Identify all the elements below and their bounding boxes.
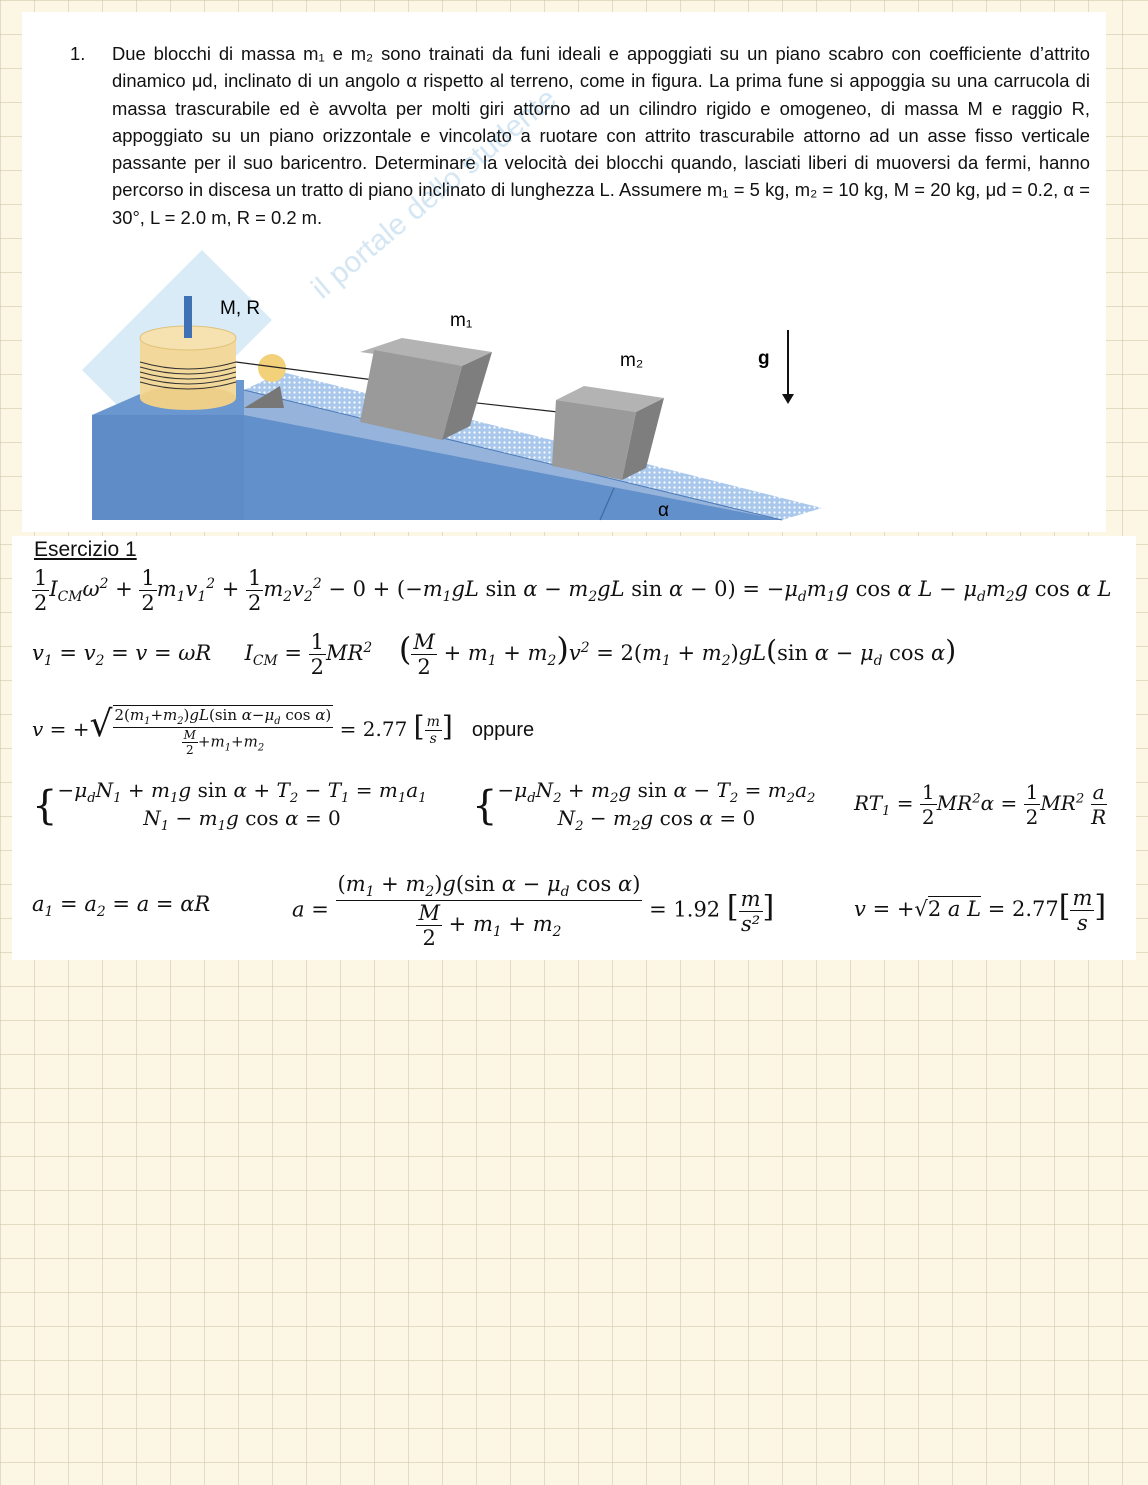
label-g: g bbox=[758, 348, 770, 369]
velocity-result: 2.77 bbox=[362, 717, 408, 741]
equation-velocity-kinematic: v = +√2 a L = 2.77[ $\frac{m}{s}$ ] bbox=[854, 886, 1107, 935]
solution-panel bbox=[12, 536, 1136, 960]
rope-2 bbox=[468, 402, 558, 412]
solution-heading: Esercizio 1 bbox=[34, 538, 137, 561]
problem-number: 1. bbox=[70, 43, 86, 64]
equation-torque: $RT_1$ = $\frac{1}{2}$ $MR^2\alpha$ = $\frac{1}{2}$ $MR^2$ $\frac{a}{R}$ bbox=[854, 780, 1107, 829]
label-alpha: α bbox=[658, 500, 669, 521]
acceleration-result: 1.92 bbox=[673, 897, 721, 922]
equation-acceleration: a = $(m_1 + m_2)g(\sin$ $\alpha - \mu_d$ cos α) $\frac{M}{2}$ + $m_1 + m_2$ = 1.92 [ $\frac{m}{\text{s²}}$ ] bbox=[292, 872, 775, 951]
oppure-text: oppure bbox=[471, 719, 535, 741]
label-m1: m₁ bbox=[450, 310, 473, 331]
label-mass-radius: M, R bbox=[220, 298, 261, 319]
label-m2: m₂ bbox=[620, 350, 644, 371]
equation-acceleration-link: $a_1 = a_2 = a = \alpha R$ bbox=[32, 892, 211, 921]
problem-statement bbox=[70, 40, 1090, 231]
equation-energy: $\frac{1}{2}$ $I_{CM}\omega^2$ + $\frac{1}{2}$ $m_1v_1^2$ + $\frac{1}{2}$ $m_2v_2^2 - 0 + (-m_1gL$ $\sin \alpha - m_2gL$ $\sin \alpha - 0) = -\mu_dm_1g$ cos α $L - \mu_dm_2g$ cos α L bbox=[34, 566, 1112, 615]
watermark-text: il portale dello studente bbox=[305, 81, 563, 306]
equation-kinematics: $v_1 = v_2 = v = \omega R$ $I_{CM}$ = $\frac{1}{2}$ $MR^2$ ( $\frac{M}{2}$ + $m_1 + m_2)v^2 = 2(m_1 + m_2)gL(\sin$ $\alpha - \mu_d$ cos α) bbox=[32, 630, 957, 679]
equation-velocity-energy: v = +√ $2(m_1+m_2)gL(\sin$ $\alpha-\mu_d$ cos α) $\frac{M}{2}$ $+m_1+m_2$ = 2.77 [ $\frac{m}{s}$ ] oppure bbox=[32, 704, 535, 757]
equation-system-2: { $-\mu_dN_2 + m_2g$ $\sin \alpha - T_2 = m_2a_2$ $N_2 - m_2g$ cos α = 0 bbox=[472, 778, 816, 834]
equation-system-1: { $-\mu_dN_1 + m_1g$ $\sin \alpha + T_2 - T_1 = m_1a_1$ $N_1 - m_1g$ cos α = 0 bbox=[32, 778, 427, 834]
problem-text: Due blocchi di massa m₁ e m₂ sono trainati da funi ideali e appoggiati su un piano scabro con coefficiente d’attrito dinamico μd, inclinato di un angolo α rispetto al terreno, come in figura. La prima fune si appoggia su una carrucola di massa trascurabile ed è avvolta per molti giri attorno ad un cilindro rigido e omogeneo, di massa M e raggio R, appoggiato su un piano orizzontale e vincolato a ruotare con attrito trascurabile attorno ad un asse fisso verticale passante per il suo baricentro. Determinare la velocità dei blocchi quando, lasciati liberi di muoversi da fermi, hanno percorso in discesa un tratto di piano inclinato di lunghezza L. Assumere m₁ = 5 kg, m₂ = 10 kg, M = 20 kg, μd = 0.2, α = 30°, L = 2.0 m, R = 0.2 m. bbox=[112, 43, 1090, 228]
rope-1 bbox=[236, 362, 374, 380]
